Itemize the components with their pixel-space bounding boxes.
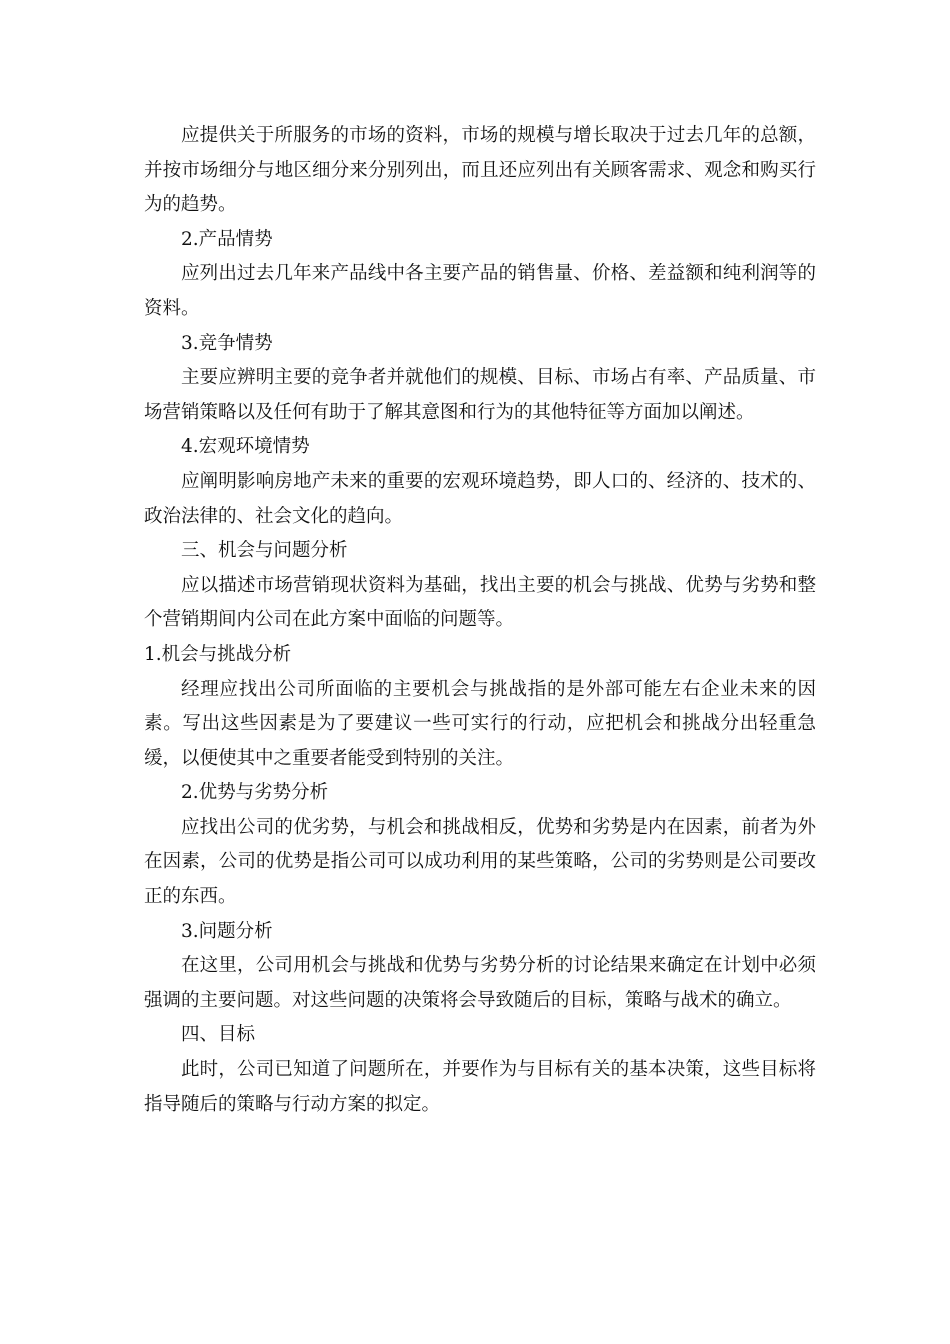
paragraph-product-situation: 应列出过去几年来产品线中各主要产品的销售量、价格、差益额和纯利润等的资料。	[144, 263, 816, 319]
heading-macro-environment: 4.宏观环境情势	[181, 436, 310, 458]
heading-objectives: 四、目标	[181, 1024, 256, 1046]
paragraph-macro-environment: 应阐明影响房地产未来的重要的宏观环境趋势，即人口的、经济的、技术的、政治法律的、社会文化的趋向。	[144, 470, 816, 527]
heading-problem-analysis: 3.问题分析	[181, 920, 273, 942]
heading-strength-weakness: 2.优势与劣势分析	[181, 782, 329, 804]
paragraph-objectives: 此时，公司已知道了问题所在，并要作为与目标有关的基本决策，这些目标将指导随后的策略与行动方案的拟定。	[144, 1059, 816, 1115]
paragraph-opportunity-challenge: 经理应找出公司所面临的主要机会与挑战指的是外部可能左右企业未来的因素。写出这些因素是为了要建议一些可实行的行动，应把机会和挑战分出轻重急缓，以便使其中之重要者能受到特别的关注。	[144, 678, 816, 769]
paragraph-problem-analysis: 在这里，公司用机会与挑战和优势与劣势分析的讨论结果来确定在计划中必须强调的主要问题。对这些问题的决策将会导致随后的目标，策略与战术的确立。	[144, 955, 816, 1011]
heading-opportunity-challenge: 1.机会与挑战分析	[144, 643, 292, 665]
paragraph-strength-weakness: 应找出公司的优劣势，与机会和挑战相反，优势和劣势是内在因素，前者为外在因素，公司的优势是指公司可以成功利用的某些策略，公司的劣势则是公司要改正的东西。	[144, 816, 816, 908]
heading-opportunity-problem-analysis: 三、机会与问题分析	[181, 540, 348, 562]
paragraph-market-situation: 应提供关于所服务的市场的资料，市场的规模与增长取决于过去几年的总额，并按市场细分与地区细分来分别列出，而且还应列出有关顾客需求、观念和购买行为的趋势。	[144, 125, 816, 216]
paragraph-competition-situation: 主要应辨明主要的竞争者并就他们的规模、目标、市场占有率、产品质量、市场营销策略以及任何有助于了解其意图和行为的其他特征等方面加以阐述。	[144, 367, 816, 423]
paragraph-opportunity-problem-analysis: 应以描述市场营销现状资料为基础，找出主要的机会与挑战、优势与劣势和整个营销期间内公司在此方案中面临的问题等。	[144, 574, 816, 631]
heading-competition-situation: 3.竞争情势	[181, 332, 273, 354]
document-body	[144, 119, 816, 1122]
heading-product-situation: 2.产品情势	[181, 228, 273, 250]
